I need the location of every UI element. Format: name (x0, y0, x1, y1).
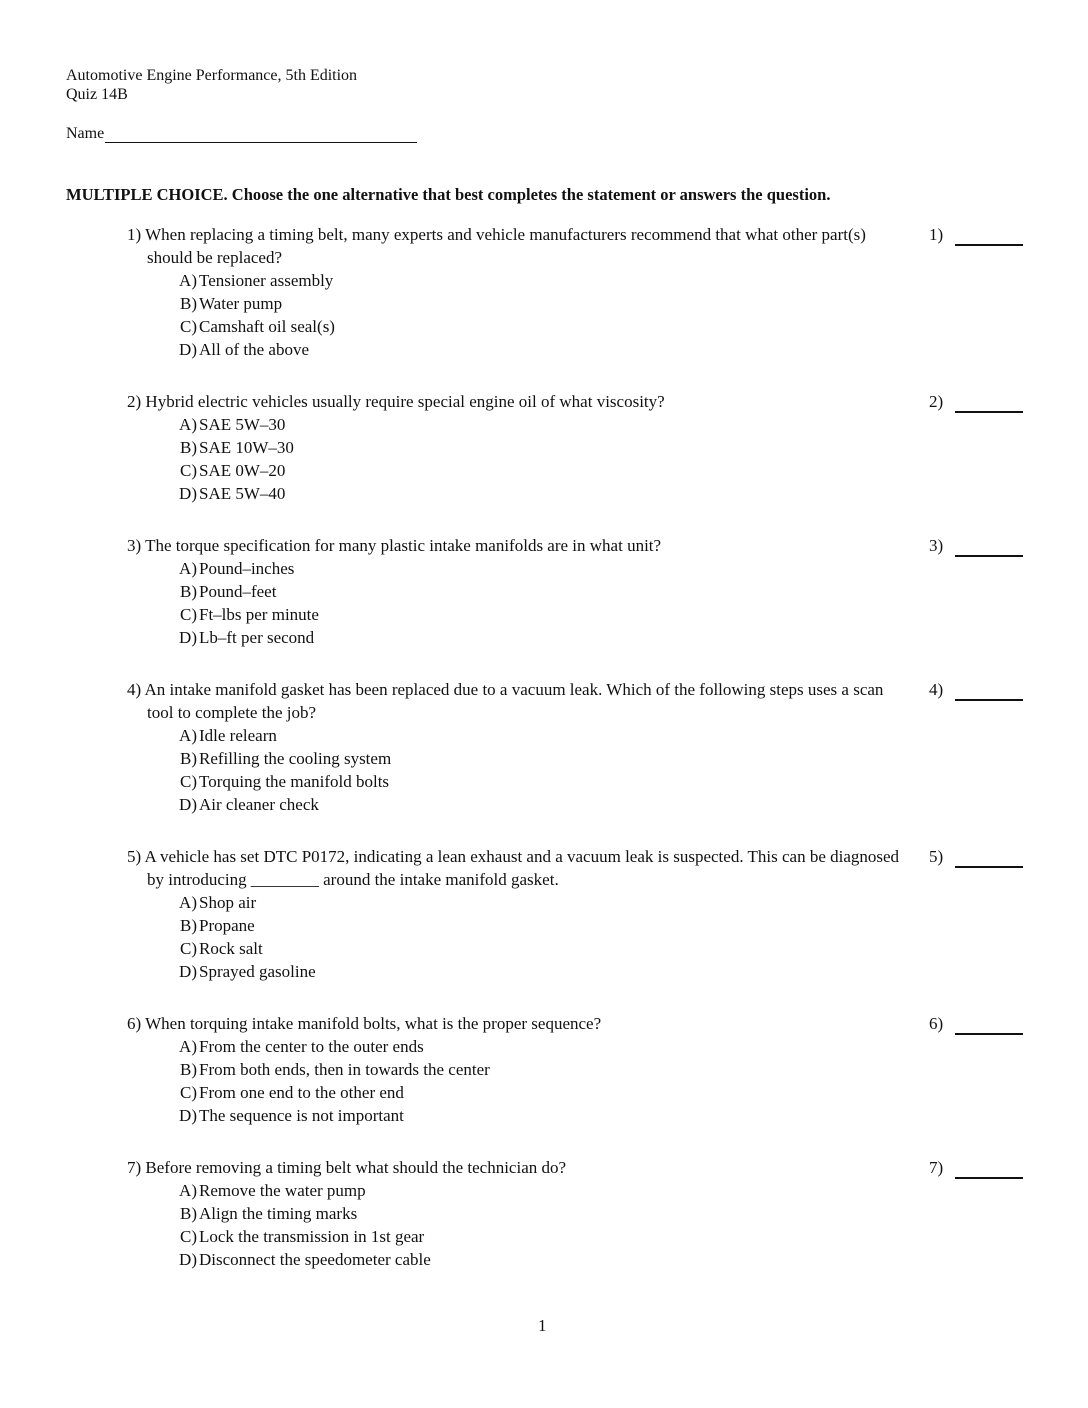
choice-letter: D) (179, 1106, 197, 1125)
choice-text: Rock salt (199, 939, 263, 958)
choice-b (127, 747, 917, 770)
choice-a (127, 1179, 917, 1202)
choice-list (127, 557, 917, 649)
choice-a (127, 413, 917, 436)
choice-text: Idle relearn (199, 726, 277, 745)
choice-b (127, 436, 917, 459)
answer-number: 1) (929, 225, 944, 244)
choice-b (127, 914, 917, 937)
choice-text: Propane (199, 916, 255, 935)
choice-text: From the center to the outer ends (199, 1037, 424, 1056)
choice-c (127, 315, 917, 338)
choice-text: Sprayed gasoline (199, 962, 316, 981)
answer-slot-4 (929, 678, 1023, 701)
choice-letter: D) (179, 962, 197, 981)
answer-number: 5) (929, 847, 944, 866)
question-4 (127, 678, 917, 816)
choice-c (127, 937, 917, 960)
choice-letter: B) (180, 294, 197, 313)
answer-blank-line[interactable] (955, 226, 1023, 246)
choice-list (127, 724, 917, 816)
choice-d (127, 1248, 917, 1271)
choice-b (127, 580, 917, 603)
answer-number: 4) (929, 680, 944, 699)
choice-letter: D) (179, 340, 197, 359)
question-1 (127, 223, 917, 361)
question-stem: 1) When replacing a timing belt, many experts and vehicle manufacturers recommend that what other part(s) should be replaced? (127, 225, 866, 267)
answer-slot-5 (929, 845, 1023, 868)
answer-slot-2 (929, 390, 1023, 413)
choice-d (127, 960, 917, 983)
choice-letter: A) (179, 893, 197, 912)
choice-a (127, 269, 917, 292)
choice-letter: C) (180, 939, 197, 958)
choice-text: Water pump (199, 294, 283, 313)
choice-d (127, 793, 917, 816)
choice-d (127, 1104, 917, 1127)
answer-blank-line[interactable] (955, 537, 1023, 557)
choice-letter: A) (179, 559, 197, 578)
question-stem: 6) When torquing intake manifold bolts, what is the proper sequence? (127, 1014, 602, 1033)
choice-letter: B) (180, 749, 197, 768)
choice-text: Disconnect the speedometer cable (199, 1250, 431, 1269)
choice-d (127, 338, 917, 361)
question-2 (127, 390, 917, 505)
document-title: Automotive Engine Performance, 5th Edition (66, 67, 358, 84)
question-stem: 3) The torque specification for many plastic intake manifolds are in what unit? (127, 536, 662, 555)
answer-number: 3) (929, 536, 944, 555)
choice-letter: C) (180, 605, 197, 624)
choice-letter: A) (179, 415, 197, 434)
question-6 (127, 1012, 917, 1127)
choice-letter: C) (180, 772, 197, 791)
choice-list (127, 1035, 917, 1127)
choice-letter: A) (179, 271, 197, 290)
name-label: Name (66, 125, 105, 142)
document-header (66, 66, 357, 104)
name-field-row (66, 125, 417, 143)
choice-b (127, 1202, 917, 1225)
choice-c (127, 603, 917, 626)
choice-letter: A) (179, 726, 197, 745)
choice-list (127, 891, 917, 983)
choice-text: Lock the transmission in 1st gear (199, 1227, 425, 1246)
choice-b (127, 1058, 917, 1081)
choice-a (127, 891, 917, 914)
choice-text: Torquing the manifold bolts (199, 772, 390, 791)
answer-blank-line[interactable] (955, 1159, 1023, 1179)
choice-text: Refilling the cooling system (199, 749, 392, 768)
choice-letter: B) (180, 438, 197, 457)
answer-slot-6 (929, 1012, 1023, 1035)
choice-text: From one end to the other end (199, 1083, 404, 1102)
answer-blank-line[interactable] (955, 848, 1023, 868)
choice-c (127, 770, 917, 793)
question-5 (127, 845, 917, 983)
choice-text: Tensioner assembly (199, 271, 334, 290)
page-number: 1 (538, 1316, 547, 1335)
question-stem: 5) A vehicle has set DTC P0172, indicating a lean exhaust and a vacuum leak is suspected. This can be diagnosed by introducing ________ around the intake manifold gasket. (127, 847, 900, 889)
section-instructions: MULTIPLE CHOICE. Choose the one alternative that best completes the statement or answers the question. (66, 185, 831, 204)
choice-c (127, 1081, 917, 1104)
choice-a (127, 1035, 917, 1058)
choice-text: Remove the water pump (199, 1181, 366, 1200)
choice-c (127, 459, 917, 482)
question-stem: 4) An intake manifold gasket has been replaced due to a vacuum leak. Which of the following steps uses a scan tool to complete the job? (127, 680, 884, 722)
answer-slot-3 (929, 534, 1023, 557)
choice-d (127, 482, 917, 505)
choice-list (127, 413, 917, 505)
choice-text: Shop air (199, 893, 257, 912)
question-3 (127, 534, 917, 649)
choice-text: Lb–ft per second (199, 628, 315, 647)
choice-list (127, 269, 917, 361)
answer-number: 2) (929, 392, 944, 411)
choice-a (127, 724, 917, 747)
choice-letter: C) (180, 461, 197, 480)
choice-letter: D) (179, 795, 197, 814)
choice-letter: B) (180, 582, 197, 601)
question-stem: 7) Before removing a timing belt what should the technician do? (127, 1158, 567, 1177)
choice-b (127, 292, 917, 315)
choice-text: SAE 5W–40 (199, 484, 286, 503)
question-7 (127, 1156, 917, 1271)
choice-text: Align the timing marks (199, 1204, 358, 1223)
choice-text: Air cleaner check (199, 795, 319, 814)
choice-d (127, 626, 917, 649)
choice-text: SAE 5W–30 (199, 415, 286, 434)
choice-text: SAE 10W–30 (199, 438, 294, 457)
choice-text: Ft–lbs per minute (199, 605, 319, 624)
answer-slot-7 (929, 1156, 1023, 1179)
answer-number: 6) (929, 1014, 944, 1033)
answer-blank-line[interactable] (955, 393, 1023, 413)
choice-text: Pound–feet (199, 582, 277, 601)
choice-text: From both ends, then in towards the center (199, 1060, 490, 1079)
answer-blank-line[interactable] (955, 1015, 1023, 1035)
question-stem: 2) Hybrid electric vehicles usually require special engine oil of what viscosity? (127, 392, 665, 411)
choice-letter: C) (180, 1083, 197, 1102)
choice-c (127, 1225, 917, 1248)
choice-text: Pound–inches (199, 559, 295, 578)
answer-blank-line[interactable] (955, 681, 1023, 701)
choice-text: All of the above (199, 340, 309, 359)
choice-letter: C) (180, 317, 197, 336)
choice-letter: A) (179, 1181, 197, 1200)
answer-slot-1 (929, 223, 1023, 246)
choice-text: The sequence is not important (199, 1106, 404, 1125)
quiz-label: Quiz 14B (66, 86, 128, 103)
choice-a (127, 557, 917, 580)
choice-letter: D) (179, 628, 197, 647)
choice-letter: B) (180, 1204, 197, 1223)
name-blank-line[interactable] (105, 125, 417, 143)
choice-letter: B) (180, 1060, 197, 1079)
choice-text: Camshaft oil seal(s) (199, 317, 335, 336)
choice-letter: A) (179, 1037, 197, 1056)
answer-number: 7) (929, 1158, 944, 1177)
choice-letter: D) (179, 1250, 197, 1269)
choice-letter: C) (180, 1227, 197, 1246)
choice-list (127, 1179, 917, 1271)
choice-letter: B) (180, 916, 197, 935)
choice-letter: D) (179, 484, 197, 503)
choice-text: SAE 0W–20 (199, 461, 286, 480)
